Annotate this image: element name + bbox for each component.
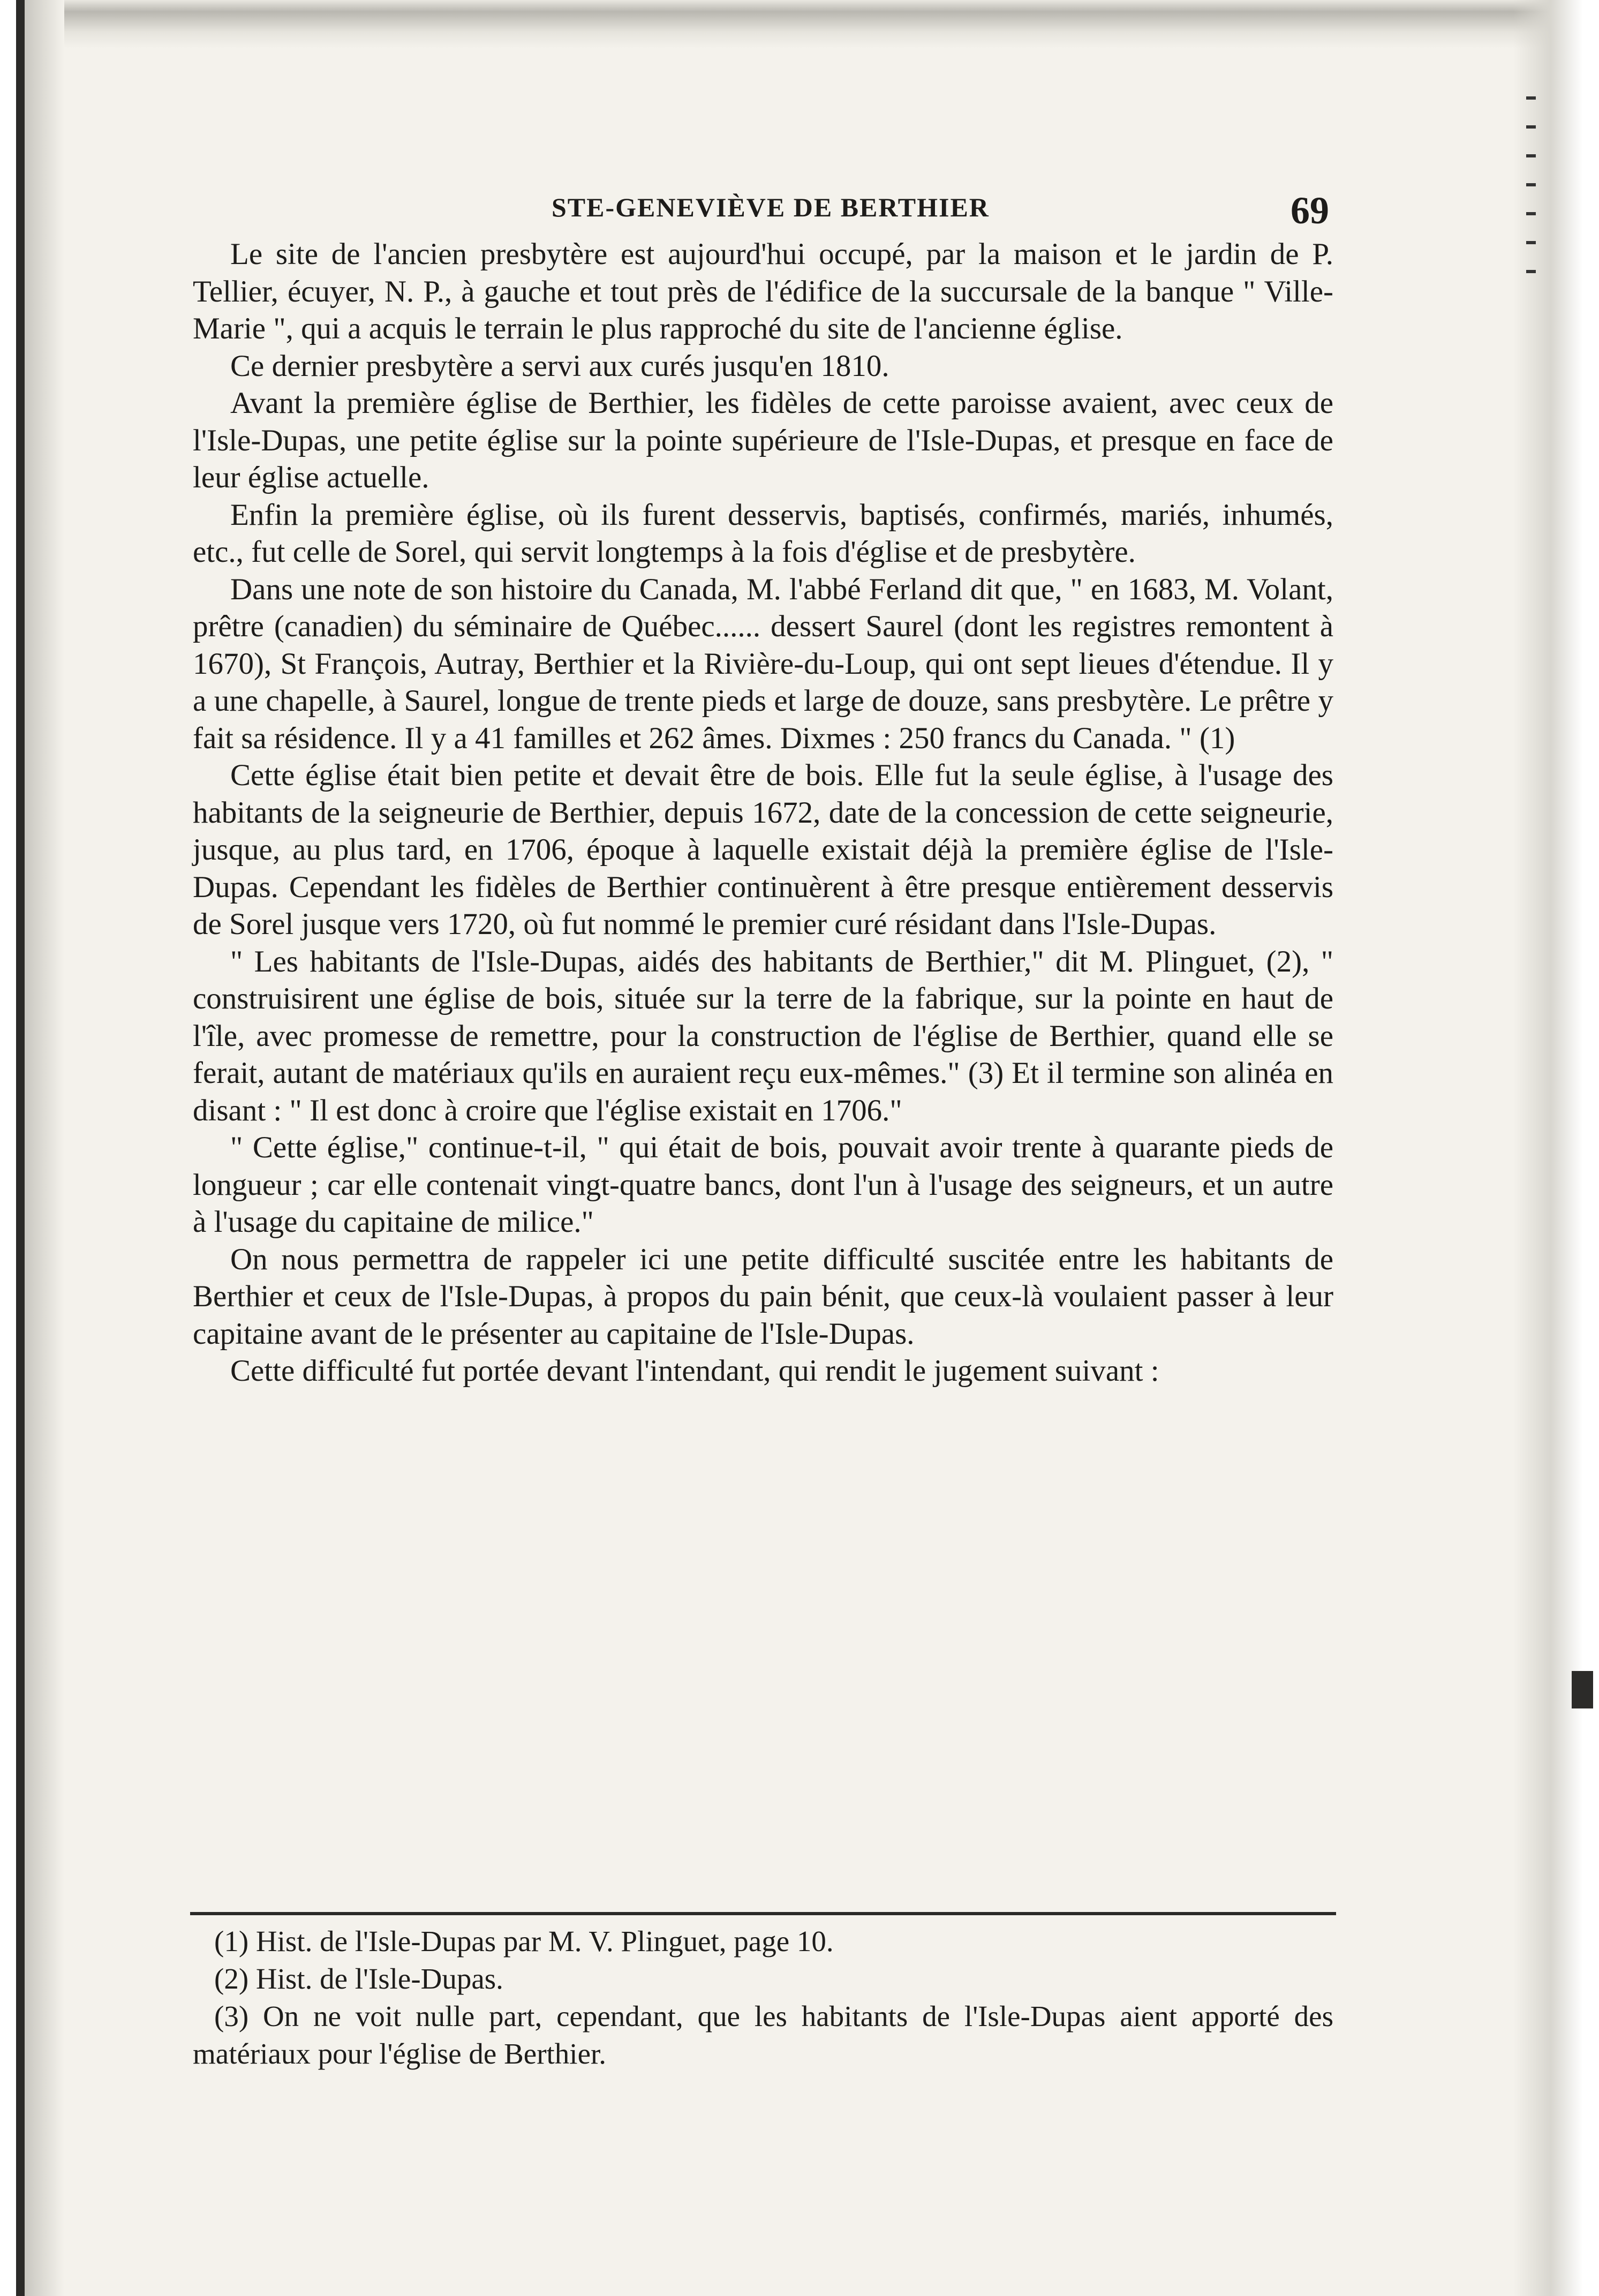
paragraph: Dans une note de son histoire du Canada, M. l'abbé Ferland dit que, " en 1683, M. Volant, prêtre (canadien) du séminaire de Québec...... dessert Saurel (dont les registres remontent à 1670), St François, Autray, Berthier et la Rivière-du-Loup, qui ont sept lieues d'étendue. Il y a une chapelle, à Saurel, longue de trente pieds et large de douze, sans presbytère. Le prêtre y fait sa résidence. Il y a 41 familles et 262 âmes. Dixmes : 250 francs du Canada. " (1)	[193, 572, 1333, 755]
paragraph: Cette difficulté fut portée devant l'intendant, qui rendit le jugement suivant :	[230, 1354, 1159, 1388]
footnote: (1) Hist. de l'Isle-Dupas par M. V. Plinguet, page 10.	[214, 1925, 834, 1958]
margin-marks	[1526, 96, 1548, 299]
body-text	[193, 236, 1333, 1390]
paragraph: " Cette église," continue-t-il, " qui était de bois, pouvait avoir trente à quarante pieds de longueur ; car elle contenait vingt-quatre bancs, dont l'un à l'usage des seigneurs, et un autre à l'usage du capitaine de milice."	[193, 1131, 1333, 1239]
paragraph: Cette église était bien petite et devait être de bois. Elle fut la seule église, à l'usage des habitants de la seigneurie de Berthier, depuis 1672, date de la concession de cette seigneurie, jusque, au plus tard, en 1706, époque à laquelle existait déjà la première église de l'Isle-Dupas. Cependant les fidèles de Berthier continuèrent à être presque entièrement desservis de Sorel jusque vers 1720, où fut nommé le premier curé résidant dans l'Isle-Dupas.	[193, 758, 1333, 941]
paragraph: On nous permettra de rappeler ici une petite difficulté suscitée entre les habitants de Berthier et ceux de l'Isle-Dupas, à propos du pain bénit, que ceux-là voulaient passer à leur capitaine avant de le présenter au capitaine de l'Isle-Dupas.	[193, 1242, 1333, 1351]
footnote-separator	[190, 1912, 1336, 1915]
paragraph: Le site de l'ancien presbytère est aujourd'hui occupé, par la maison et le jardin de P. Tellier, écuyer, N. P., à gauche et tout près de l'édifice de la succursale de la banque " Ville-Marie ", qui a acquis le terrain le plus rapproché du site de l'ancienne église.	[193, 237, 1333, 345]
footnote: (3) On ne voit nulle part, cependant, que les habitants de l'Isle-Dupas aient apporté des matériaux pour l'église de Berthier.	[193, 2000, 1333, 2070]
footnote: (2) Hist. de l'Isle-Dupas.	[214, 1962, 503, 1995]
page-number: 69	[1291, 189, 1329, 232]
footnotes	[193, 1923, 1333, 2073]
paragraph: " Les habitants de l'Isle-Dupas, aidés des habitants de Berthier," dit M. Plinguet, (2), " construisirent une église de bois, située sur la terre de la fabrique, sur la pointe en haut de l'île, avec promesse de remettre, pour la construction de l'église de Berthier, quand elle se ferait, autant de matériaux qu'ils en auraient reçu eux-mêmes." (3) Et il termine son alinéa en disant : " Il est donc à croire que l'église existait en 1706."	[193, 944, 1333, 1127]
paragraph: Avant la première église de Berthier, les fidèles de cette paroisse avaient, avec ceux de l'Isle-Dupas, une petite église sur la pointe supérieure de l'Isle-Dupas, et presque en face de leur église actuelle.	[193, 386, 1333, 494]
scan-right-edge	[1513, 0, 1599, 2296]
running-title: STE-GENEVIÈVE DE BERTHIER	[552, 192, 990, 222]
scan-top-edge	[0, 0, 1599, 48]
scan-blot	[1572, 1671, 1593, 1708]
paragraph: Ce dernier presbytère a servi aux curés jusqu'en 1810.	[230, 349, 889, 383]
paragraph: Enfin la première église, où ils furent desservis, baptisés, confirmés, mariés, inhumés, etc., fut celle de Sorel, qui servit longtemps à la fois d'église et de presbytère.	[193, 498, 1333, 569]
scan-left-binding-edge	[0, 0, 64, 2296]
